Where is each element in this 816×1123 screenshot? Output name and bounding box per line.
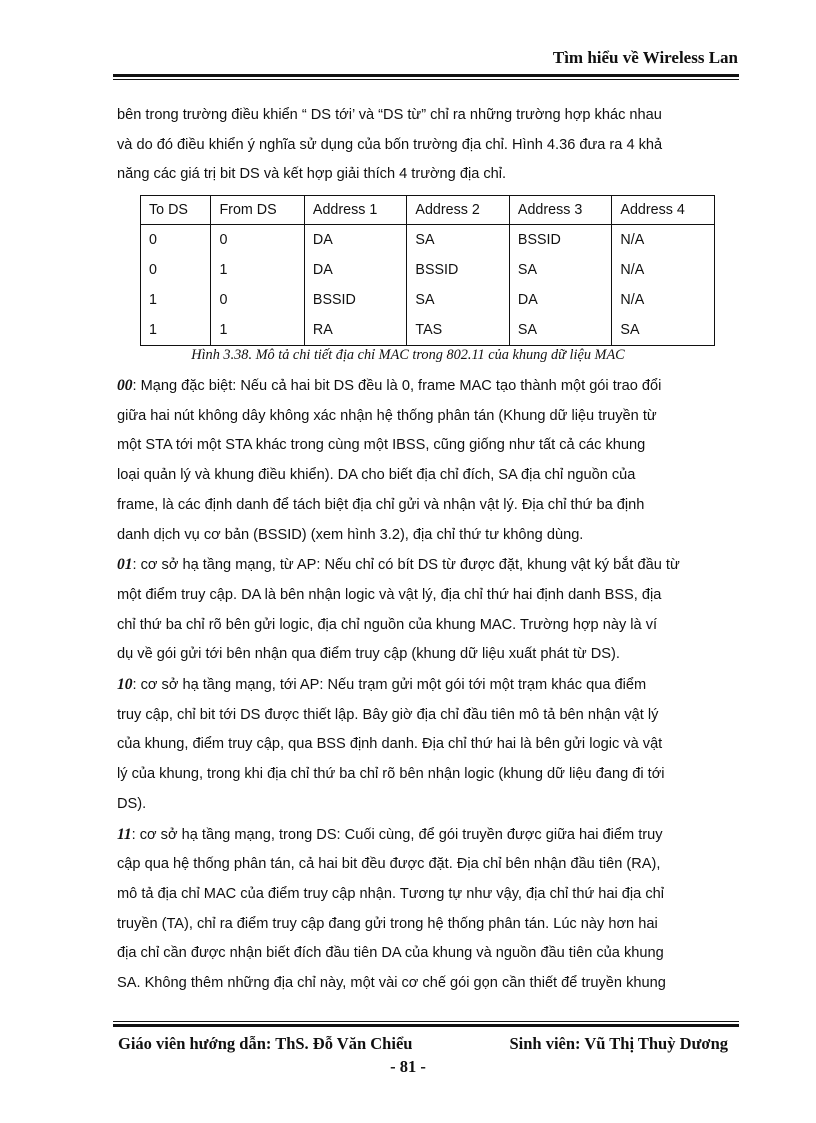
section-label: 00 xyxy=(117,377,133,394)
column-header: From DS xyxy=(211,196,304,225)
table-cell: SA xyxy=(509,315,612,346)
text-line: cập qua hệ thống phân tán, cả hai bit đều được đặt. Địa chỉ bên nhận đầu tiên (RA), xyxy=(117,856,661,873)
text-line: DS). xyxy=(117,795,147,812)
text-run: : cơ sở hạ tầng mạng, tới AP: Nếu trạm gửi một gói tới một trạm khác qua điểm xyxy=(132,677,647,694)
header-rule-thin xyxy=(113,79,739,80)
table-cell: SA xyxy=(407,285,510,315)
table-row xyxy=(141,285,715,315)
student-name: Sinh viên: Vũ Thị Thuỳ Dương xyxy=(509,1034,728,1053)
table-cell: 0 xyxy=(141,255,211,285)
page-number: - 81 - xyxy=(390,1057,426,1076)
text-line: và do đó điều khiển ý nghĩa sử dụng của bốn trường địa chỉ. Hình 4.36 đưa ra 4 khả xyxy=(117,136,663,153)
table-cell: 0 xyxy=(141,225,211,256)
text-line: danh dịch vụ cơ bản (BSSID) (xem hình 3.2), địa chỉ thứ tư không dùng. xyxy=(117,526,584,543)
table-cell: SA xyxy=(509,255,612,285)
text-line: frame, là các định danh để tách biệt địa chỉ gửi và nhận vật lý. Địa chỉ thứ ba định xyxy=(117,496,645,513)
footer-rule-thin xyxy=(113,1021,739,1022)
text-line xyxy=(117,820,739,851)
table-cell: BSSID xyxy=(304,285,407,315)
table-cell: 1 xyxy=(141,285,211,315)
table-cell: 1 xyxy=(141,315,211,346)
table-cell: BSSID xyxy=(509,225,612,256)
header-rule-thick xyxy=(113,74,739,77)
text-run: : cơ sở hạ tầng mạng, trong DS: Cuối cùng, để gói truyền được giữa hai điểm truy xyxy=(131,826,663,843)
table-header-row xyxy=(141,196,715,225)
text-line: truyền (TA), chỉ ra điểm truy cập đang gửi trong hệ thống phân tán. Lúc này hơn hai xyxy=(117,915,658,932)
table-cell: DA xyxy=(509,285,612,315)
text-line: một điểm truy cập. DA là bên nhận logic và vật lý, địa chỉ thứ hai định danh BSS, địa xyxy=(117,586,662,603)
text-line: mô tả địa chỉ MAC của điểm truy cập nhận. Tương tự như vậy, địa chỉ thứ hai địa chỉ xyxy=(117,885,664,902)
table-cell: RA xyxy=(304,315,407,346)
header-title: Tìm hiểu về Wireless Lan xyxy=(552,48,738,67)
text-line: lý của khung, trong khi địa chỉ thứ ba chỉ rõ bên nhận logic (khung dữ liệu đang đi tới xyxy=(117,766,665,783)
table-cell: N/A xyxy=(612,225,715,256)
section-label: 01 xyxy=(117,556,133,574)
column-header: Address 1 xyxy=(304,196,407,225)
table-cell: N/A xyxy=(612,285,715,315)
instructor-name: Giáo viên hướng dẫn: ThS. Đỗ Văn Chiểu xyxy=(118,1034,413,1053)
table-cell: DA xyxy=(304,255,407,285)
table-row xyxy=(141,315,715,346)
column-header: Address 3 xyxy=(509,196,612,225)
table-cell: DA xyxy=(304,225,407,256)
text-line: loại quản lý và khung điều khiển). DA cho biết địa chỉ đích, SA địa chỉ nguồn của xyxy=(117,467,636,484)
mac-address-table xyxy=(140,195,715,346)
table-cell: TAS xyxy=(407,315,510,346)
table-cell: SA xyxy=(407,225,510,256)
column-header: Address 2 xyxy=(407,196,510,225)
text-line: bên trong trường điều khiển “ DS tới’ và “DS từ” chỉ ra những trường hợp khác nhau xyxy=(117,107,662,123)
text-line: SA. Không thêm những địa chỉ này, một vài cơ chế gói gọn cần thiết để truyền khung xyxy=(117,975,666,992)
text-line: địa chỉ cần được nhận biết đích đầu tiên DA của khung và nguồn đầu tiên của khung xyxy=(117,945,664,962)
table-cell: 0 xyxy=(211,285,304,315)
text-line: năng các giá trị bit DS và kết hợp giải thích 4 trường địa chỉ. xyxy=(117,166,507,183)
table-row xyxy=(141,255,715,285)
text-run: : Mạng đặc biệt: Nếu cả hai bit DS đều là 0, frame MAC tạo thành một gói trao đổi xyxy=(132,378,662,394)
column-header: Address 4 xyxy=(612,196,715,225)
text-line: chỉ thứ ba chỉ rõ bên gửi logic, địa chỉ nguồn của khung MAC. Trường hợp này là ví xyxy=(117,616,658,633)
text-line: một STA tới một STA khác trong cùng một IBSS, cũng giống như tất cả các khung xyxy=(117,437,646,454)
text-line xyxy=(117,371,739,402)
table-cell: BSSID xyxy=(407,255,510,285)
figure-caption: Hình 3.38. Mô tả chi tiết địa chỉ MAC trong 802.11 của khung dữ liệu MAC xyxy=(191,347,625,363)
text-line: giữa hai nút không dây không xác nhận hệ thống phân tán (Khung dữ liệu truyền từ xyxy=(117,407,657,424)
table-row xyxy=(141,225,715,256)
text-line: truy cập, chỉ bit tới DS được thiết lập. Bây giờ địa chỉ đầu tiên mô tả bên nhận vật lý xyxy=(117,706,659,723)
table-cell: SA xyxy=(612,315,715,346)
section-label: 10 xyxy=(117,676,133,694)
table-cell: 0 xyxy=(211,225,304,256)
table-cell: 1 xyxy=(211,315,304,346)
footer-rule-thick xyxy=(113,1024,739,1027)
text-line: của khung, điểm truy cập, qua BSS định danh. Địa chỉ thứ hai là bên gửi logic và vật xyxy=(117,736,663,753)
intro-paragraph xyxy=(117,101,739,190)
table-cell: N/A xyxy=(612,255,715,285)
text-run: : cơ sở hạ tầng mạng, từ AP: Nếu chỉ có bít DS từ được đặt, khung vật ký bắt đầu từ xyxy=(132,557,680,574)
section-label: 11 xyxy=(117,825,132,843)
text-line xyxy=(117,670,739,701)
main-body xyxy=(117,371,739,999)
table-cell: 1 xyxy=(211,255,304,285)
text-line: dụ về gói gửi tới bên nhận qua điểm truy cập (khung dữ liệu xuất phát từ DS). xyxy=(117,646,620,663)
text-line xyxy=(117,550,739,581)
column-header: To DS xyxy=(141,196,211,225)
